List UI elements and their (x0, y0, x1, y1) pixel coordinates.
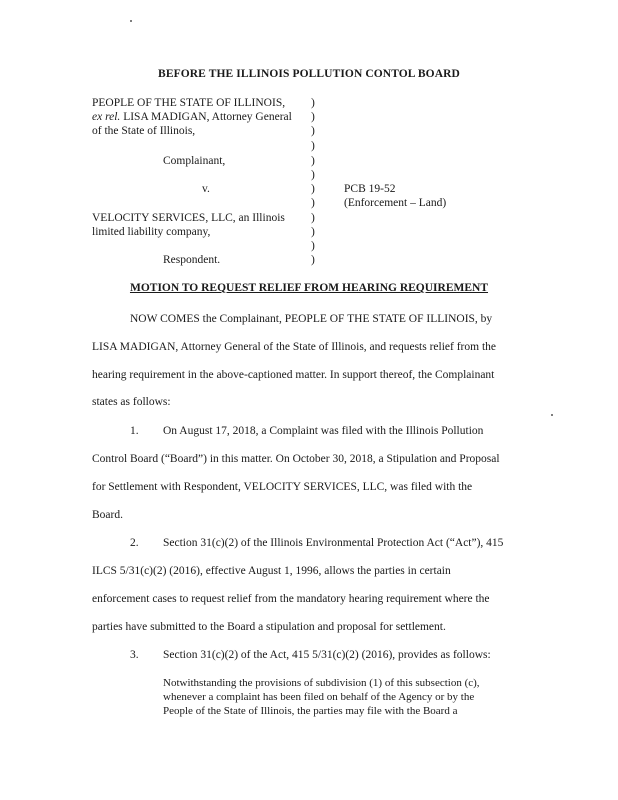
caption-respondent-type: limited liability company, (92, 226, 211, 238)
para-3-line: Section 31(c)(2) of the Act, 415 5/31(c)(2) (2016), provides as follows: (163, 649, 491, 661)
caption-paren: ) (311, 111, 315, 123)
intro-line: LISA MADIGAN, Attorney General of the State of Illinois, and requests relief from the (92, 341, 496, 353)
block-quote-line: People of the State of Illinois, the parties may file with the Board a (163, 705, 458, 717)
block-quote-line: Notwithstanding the provisions of subdivision (1) of this subsection (c), (163, 677, 480, 689)
board-title: BEFORE THE ILLINOIS POLLUTION CONTOL BOARD (158, 68, 460, 80)
caption-paren: ) (311, 140, 315, 152)
scan-speck (551, 414, 553, 416)
intro-line: NOW COMES the Complainant, PEOPLE OF THE STATE OF ILLINOIS, by (130, 313, 493, 325)
caption-respondent: Respondent. (163, 254, 221, 266)
case-number: PCB 19-52 (344, 183, 396, 195)
caption-plaintiff: PEOPLE OF THE STATE OF ILLINOIS, (92, 97, 286, 109)
para-1-line: Control Board (“Board”) in this matter. On October 30, 2018, a Stipulation and Proposal (92, 453, 500, 465)
para-2-line: parties have submitted to the Board a stipulation and proposal for settlement. (92, 621, 446, 633)
caption-state: of the State of Illinois, (92, 125, 196, 137)
para-1-line: for Settlement with Respondent, VELOCITY SERVICES, LLC, was filed with the (92, 481, 473, 493)
caption-attorney-general: LISA MADIGAN, Attorney General (123, 111, 292, 123)
scan-speck (130, 20, 132, 22)
caption-paren: ) (311, 254, 315, 266)
caption-complainant: Complainant, (163, 155, 226, 167)
caption-paren: ) (311, 125, 315, 137)
para-1-line: On August 17, 2018, a Complaint was filed with the Illinois Pollution (163, 425, 484, 437)
para-2-line: Section 31(c)(2) of the Illinois Environmental Protection Act (“Act”), 415 (163, 537, 504, 549)
caption-versus: v. (202, 183, 210, 195)
caption-paren: ) (311, 155, 315, 167)
caption-ex-rel-line (92, 111, 292, 123)
para-3-number: 3. (130, 649, 139, 661)
caption-paren: ) (311, 97, 315, 109)
case-type: (Enforcement – Land) (344, 197, 447, 209)
caption-paren: ) (311, 169, 315, 181)
caption-respondent-name: VELOCITY SERVICES, LLC, an Illinois (92, 212, 285, 224)
caption-ex-rel: ex rel. (92, 111, 121, 123)
caption-paren: ) (311, 240, 315, 252)
caption-paren: ) (311, 197, 315, 209)
caption-paren: ) (311, 226, 315, 238)
para-1-number: 1. (130, 425, 139, 437)
caption-paren: ) (311, 183, 315, 195)
para-1-line: Board. (92, 509, 123, 521)
block-quote-line: whenever a complaint has been filed on behalf of the Agency or by the (163, 691, 475, 703)
motion-title: MOTION TO REQUEST RELIEF FROM HEARING REQUIREMENT (129, 282, 489, 294)
para-2-line: ILCS 5/31(c)(2) (2016), effective August 1, 1996, allows the parties in certain (92, 565, 451, 577)
intro-line: states as follows: (92, 396, 171, 408)
para-2-number: 2. (130, 537, 139, 549)
para-2-line: enforcement cases to request relief from the mandatory hearing requirement where the (92, 593, 490, 605)
caption-paren: ) (311, 212, 315, 224)
intro-line: hearing requirement in the above-captioned matter. In support thereof, the Complainant (92, 369, 495, 381)
